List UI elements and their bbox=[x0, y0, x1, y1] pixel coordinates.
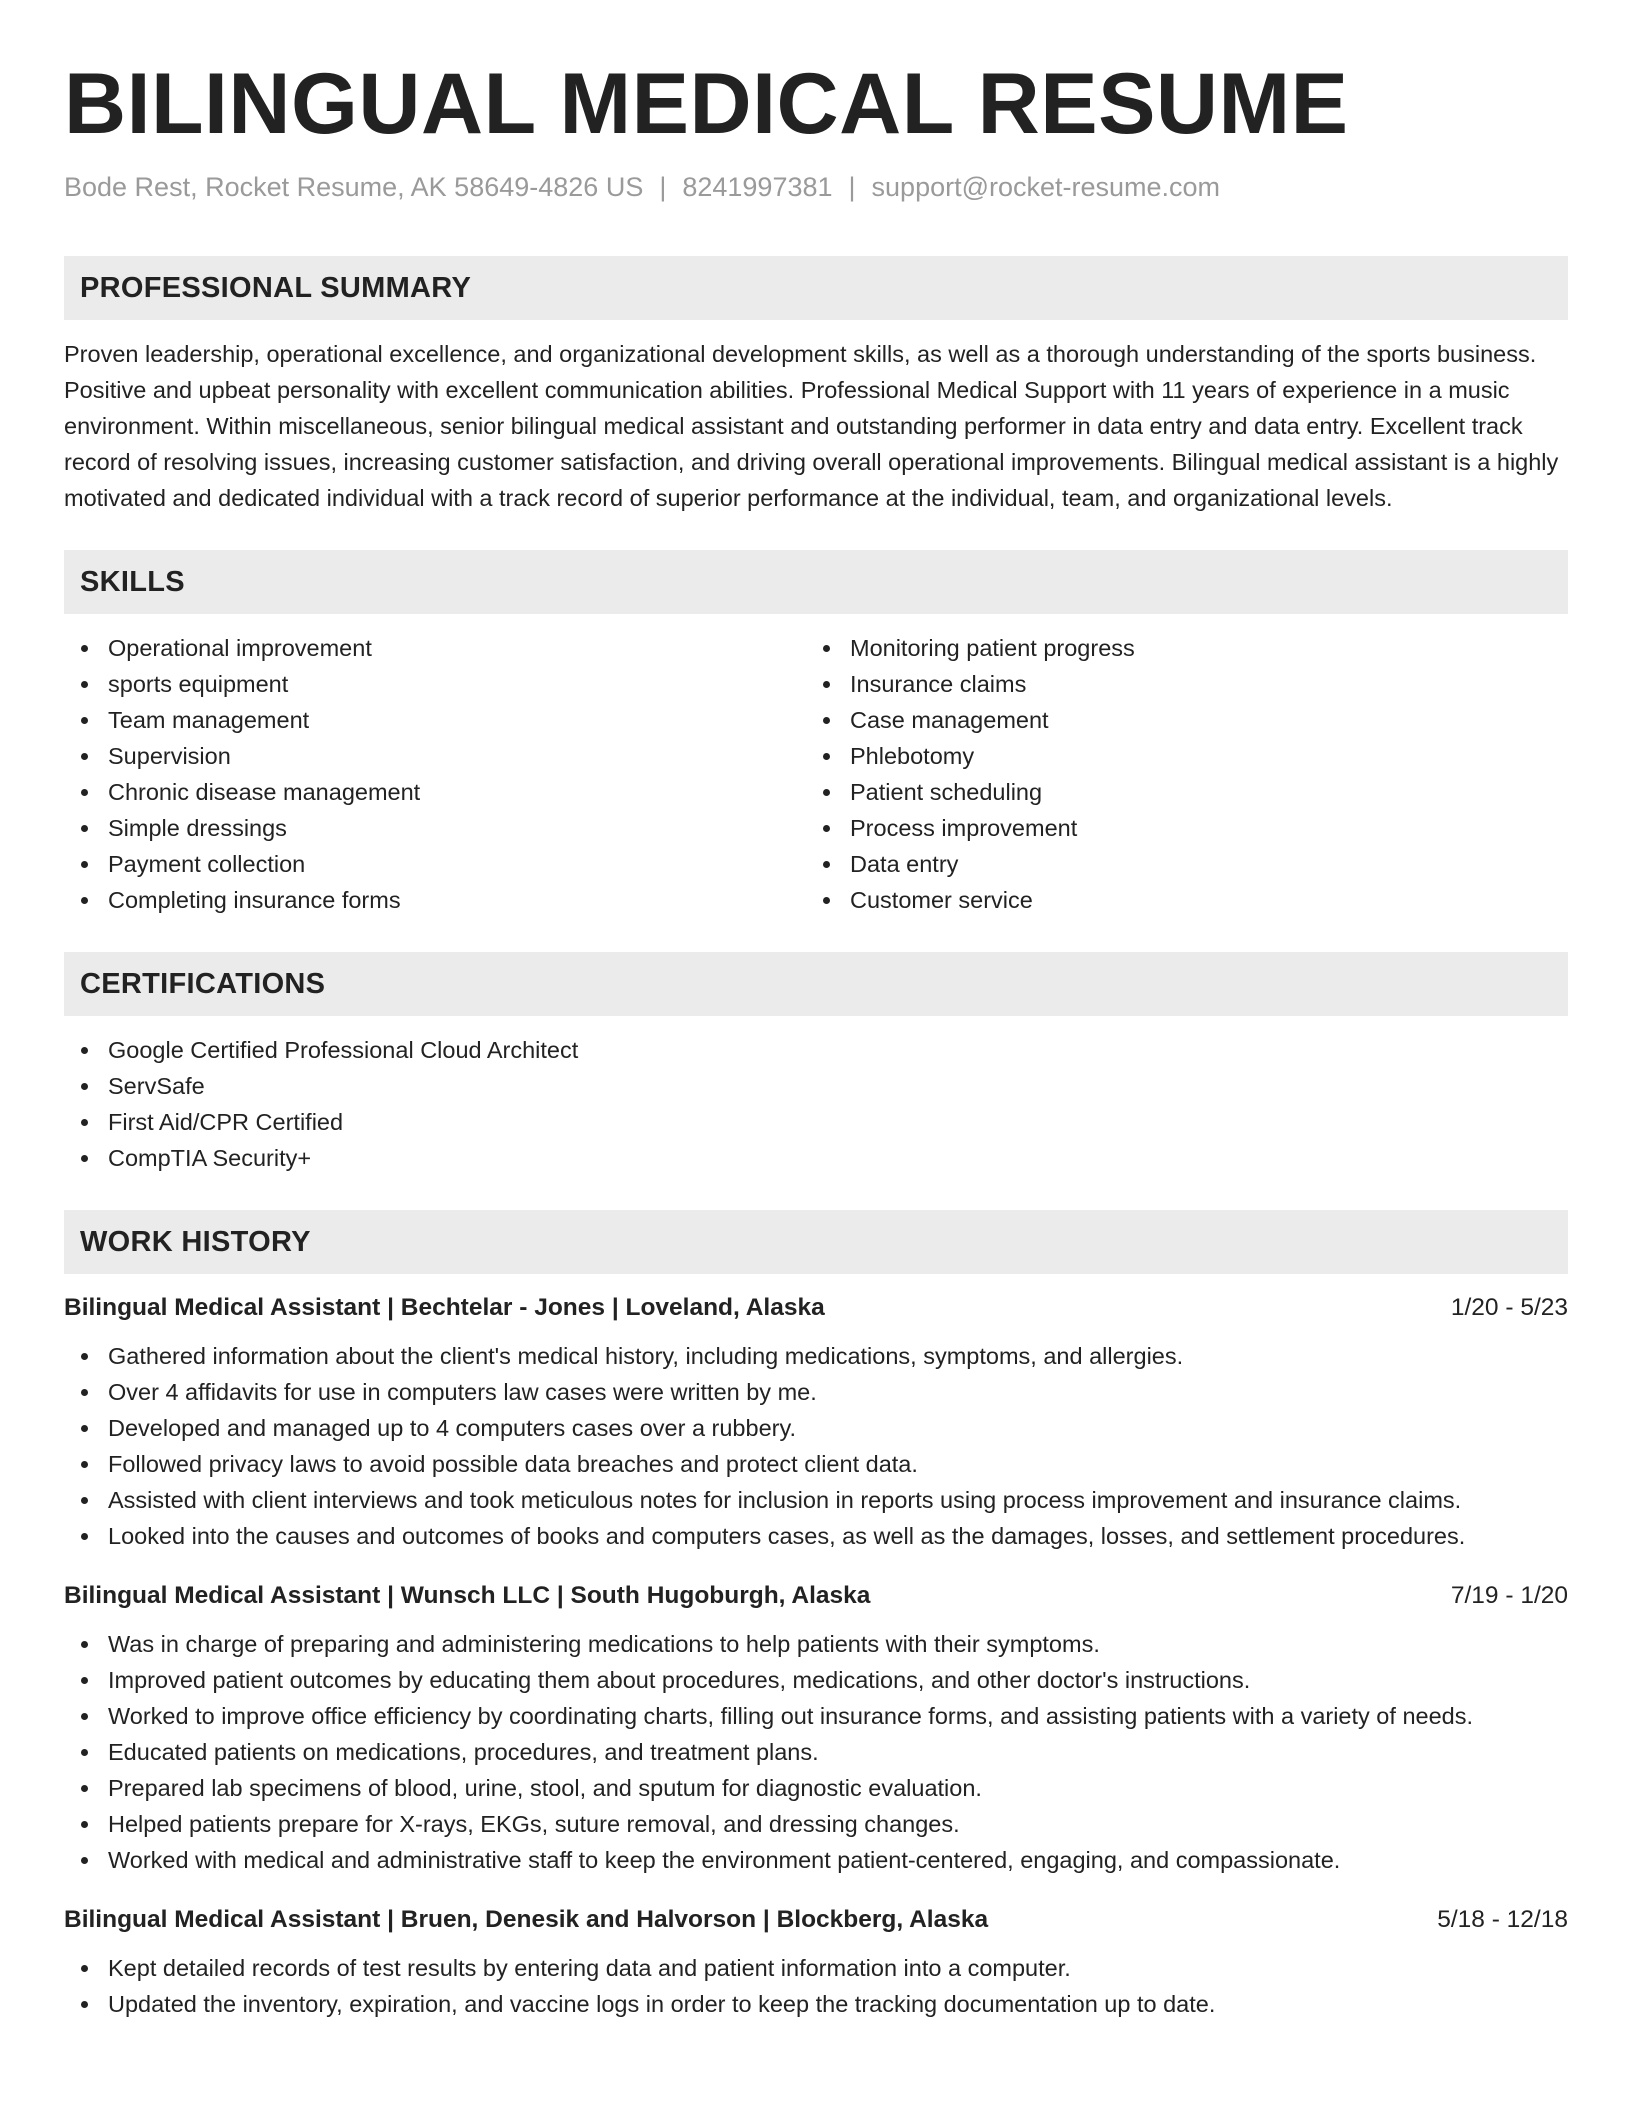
certifications-list bbox=[64, 1032, 1568, 1176]
job-bullets bbox=[64, 1950, 1568, 2022]
skill-item: Customer service bbox=[806, 882, 1548, 918]
skills-list-right bbox=[806, 630, 1548, 918]
skill-item: Chronic disease management bbox=[64, 774, 806, 810]
section-header-summary: PROFESSIONAL SUMMARY bbox=[64, 256, 1568, 320]
job-header bbox=[64, 1902, 1568, 1938]
contact-email: support@rocket-resume.com bbox=[871, 172, 1221, 202]
skill-item: sports equipment bbox=[64, 666, 806, 702]
resume-title: BILINGUAL MEDICAL RESUME bbox=[64, 56, 1349, 152]
job-bullet: Prepared lab specimens of blood, urine, stool, and sputum for diagnostic evaluation. bbox=[64, 1770, 1568, 1806]
job-bullet: Helped patients prepare for X-rays, EKGs, suture removal, and dressing changes. bbox=[64, 1806, 1568, 1842]
skill-item: Phlebotomy bbox=[806, 738, 1548, 774]
job-bullet: Was in charge of preparing and administering medications to help patients with their symptoms. bbox=[64, 1626, 1568, 1662]
work-history-list bbox=[64, 1290, 1568, 2022]
job-header bbox=[64, 1578, 1568, 1614]
job-dates: 1/20 - 5/23 bbox=[1450, 1294, 1568, 1321]
contact-line bbox=[64, 170, 1568, 204]
job-bullet: Improved patient outcomes by educating them about procedures, medications, and other doctor's instructions. bbox=[64, 1662, 1568, 1698]
contact-separator: | bbox=[659, 172, 667, 202]
certification-item: ServSafe bbox=[64, 1068, 1568, 1104]
job-bullet: Worked with medical and administrative staff to keep the environment patient-centered, engaging, and compassionate. bbox=[64, 1842, 1568, 1878]
skills-list-left bbox=[64, 630, 806, 918]
skill-item: Supervision bbox=[64, 738, 806, 774]
job-bullet: Looked into the causes and outcomes of books and computers cases, as well as the damages, losses, and settlement procedures. bbox=[64, 1518, 1568, 1554]
section-header-skills: SKILLS bbox=[64, 550, 1568, 614]
skill-item: Data entry bbox=[806, 846, 1548, 882]
skill-item: Simple dressings bbox=[64, 810, 806, 846]
skill-item: Case management bbox=[806, 702, 1548, 738]
job-bullet: Followed privacy laws to avoid possible data breaches and protect client data. bbox=[64, 1446, 1568, 1482]
resume-page bbox=[64, 0, 1568, 2022]
job-entry bbox=[64, 1290, 1568, 1554]
job-bullets bbox=[64, 1626, 1568, 1878]
skills-columns bbox=[64, 630, 1568, 918]
job-bullet: Over 4 affidavits for use in computers law cases were written by me. bbox=[64, 1374, 1568, 1410]
job-bullet: Updated the inventory, expiration, and vaccine logs in order to keep the tracking documentation up to date. bbox=[64, 1986, 1568, 2022]
skill-item: Insurance claims bbox=[806, 666, 1548, 702]
section-header-work-history: WORK HISTORY bbox=[64, 1210, 1568, 1274]
section-header-certifications: CERTIFICATIONS bbox=[64, 952, 1568, 1016]
job-bullet: Worked to improve office efficiency by coordinating charts, filling out insurance forms, and assisting patients with a variety of needs. bbox=[64, 1698, 1568, 1734]
job-bullet: Gathered information about the client's medical history, including medications, symptoms, and allergies. bbox=[64, 1338, 1568, 1374]
job-dates: 5/18 - 12/18 bbox=[1437, 1906, 1568, 1933]
job-bullet: Kept detailed records of test results by entering data and patient information into a computer. bbox=[64, 1950, 1568, 1986]
job-bullet: Assisted with client interviews and took meticulous notes for inclusion in reports using process improvement and insurance claims. bbox=[64, 1482, 1568, 1518]
job-header bbox=[64, 1290, 1568, 1326]
contact-address: Bode Rest, Rocket Resume, AK 58649-4826 US bbox=[64, 172, 644, 202]
contact-phone: 8241997381 bbox=[682, 172, 833, 202]
job-entry bbox=[64, 1902, 1568, 2022]
job-dates: 7/19 - 1/20 bbox=[1450, 1582, 1568, 1609]
job-title: Bilingual Medical Assistant | Wunsch LLC | South Hugoburgh, Alaska bbox=[64, 1582, 871, 1609]
job-bullet: Developed and managed up to 4 computers cases over a rubbery. bbox=[64, 1410, 1568, 1446]
job-entry bbox=[64, 1578, 1568, 1878]
certification-item: First Aid/CPR Certified bbox=[64, 1104, 1568, 1140]
skill-item: Payment collection bbox=[64, 846, 806, 882]
certification-item: CompTIA Security+ bbox=[64, 1140, 1568, 1176]
job-title: Bilingual Medical Assistant | Bechtelar - Jones | Loveland, Alaska bbox=[64, 1294, 825, 1321]
job-bullets bbox=[64, 1338, 1568, 1554]
skill-item: Process improvement bbox=[806, 810, 1548, 846]
skill-item: Completing insurance forms bbox=[64, 882, 806, 918]
job-bullet: Educated patients on medications, procedures, and treatment plans. bbox=[64, 1734, 1568, 1770]
job-title: Bilingual Medical Assistant | Bruen, Denesik and Halvorson | Blockberg, Alaska bbox=[64, 1906, 989, 1933]
certification-item: Google Certified Professional Cloud Architect bbox=[64, 1032, 1568, 1068]
skill-item: Monitoring patient progress bbox=[806, 630, 1548, 666]
skill-item: Operational improvement bbox=[64, 630, 806, 666]
skill-item: Team management bbox=[64, 702, 806, 738]
summary-text: Proven leadership, operational excellence, and organizational development skills, as well as a thorough understanding of the sports business. Positive and upbeat personality with excellent communication abilities. Professional Medical Support with 11 years of experience in a music environment. Within miscellaneous, senior bilingual medical assistant and outstanding performer in data entry and data entry. Excellent track record of resolving issues, increasing customer satisfaction, and driving overall operational improvements. Bilingual medical assistant is a highly motivated and dedicated individual with a track record of superior performance at the individual, team, and organizational levels. bbox=[64, 341, 1559, 511]
skill-item: Patient scheduling bbox=[806, 774, 1548, 810]
contact-separator: | bbox=[848, 172, 856, 202]
